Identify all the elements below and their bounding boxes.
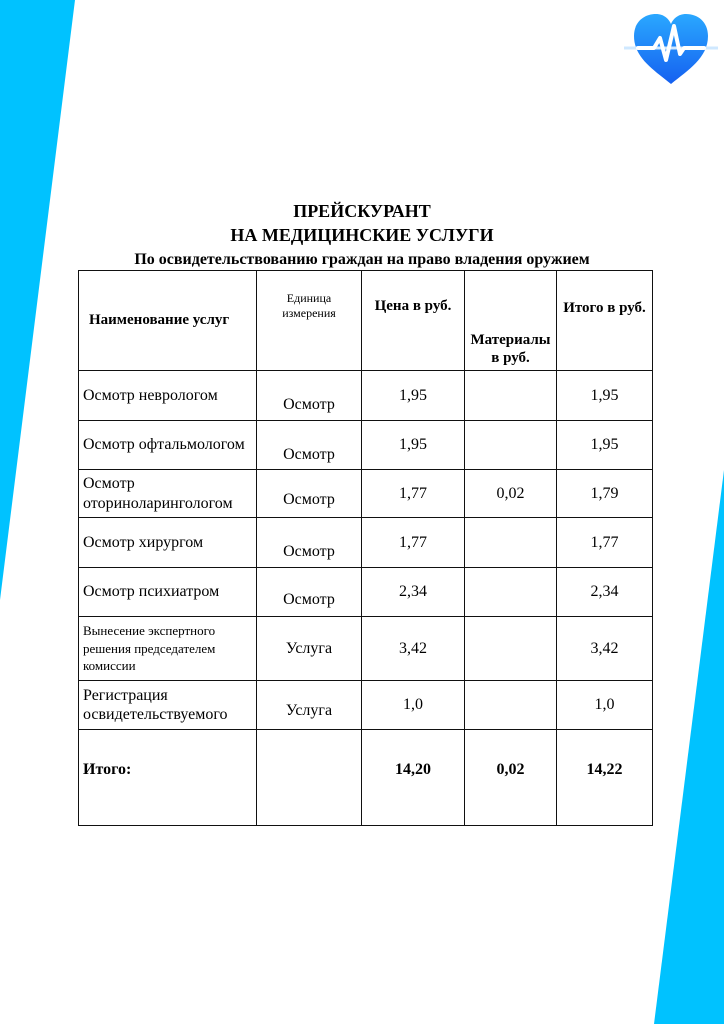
heart-pulse-icon <box>624 8 718 88</box>
row-unit: Услуга <box>257 681 362 730</box>
table-total-row <box>79 730 653 826</box>
table-row <box>79 568 653 617</box>
total-sum: 14,22 <box>557 730 653 826</box>
row-unit: Услуга <box>257 617 362 681</box>
table-row <box>79 421 653 470</box>
table-row <box>79 518 653 568</box>
row-name: Осмотр оториноларингологом <box>79 470 257 518</box>
row-price: 3,42 <box>362 617 465 681</box>
row-unit: Осмотр <box>257 518 362 568</box>
document-title: ПРЕЙСКУРАНТ <box>293 201 431 221</box>
header-materials: Материалы в руб. <box>465 271 557 371</box>
row-name: Осмотр психиатром <box>79 568 257 617</box>
row-price: 1,0 <box>362 681 465 730</box>
row-unit: Осмотр <box>257 470 362 518</box>
row-total: 1,79 <box>557 470 653 518</box>
document-subtitle: НА МЕДИЦИНСКИЕ УСЛУГИ <box>230 225 494 245</box>
row-materials <box>465 518 557 568</box>
total-materials: 0,02 <box>465 730 557 826</box>
table-header-row <box>79 271 653 371</box>
row-materials <box>465 681 557 730</box>
row-total: 1,95 <box>557 371 653 421</box>
row-materials <box>465 617 557 681</box>
row-total: 1,0 <box>557 681 653 730</box>
price-table <box>78 270 653 826</box>
total-unit-empty <box>257 730 362 826</box>
table-row <box>79 470 653 518</box>
row-price: 2,34 <box>362 568 465 617</box>
row-total: 3,42 <box>557 617 653 681</box>
row-unit: Осмотр <box>257 568 362 617</box>
row-name: Вынесение экспертного решения председателем комиссии <box>79 617 257 681</box>
header-price: Цена в руб. <box>362 271 465 371</box>
document-subtitle-2: По освидетельствованию граждан на право владения оружием <box>134 251 590 268</box>
row-total: 1,95 <box>557 421 653 470</box>
table-row <box>79 681 653 730</box>
header-unit: Единица измерения <box>257 271 362 371</box>
table-row <box>79 617 653 681</box>
header-total: Итого в руб. <box>557 271 653 371</box>
row-name: Осмотр хирургом <box>79 518 257 568</box>
header-name: Наименование услуг <box>79 271 257 371</box>
total-label: Итого: <box>79 730 257 826</box>
row-price: 1,77 <box>362 470 465 518</box>
row-unit: Осмотр <box>257 421 362 470</box>
row-total: 2,34 <box>557 568 653 617</box>
row-materials <box>465 371 557 421</box>
row-price: 1,95 <box>362 371 465 421</box>
row-materials: 0,02 <box>465 470 557 518</box>
row-materials <box>465 568 557 617</box>
row-price: 1,77 <box>362 518 465 568</box>
row-name: Осмотр офтальмологом <box>79 421 257 470</box>
total-price: 14,20 <box>362 730 465 826</box>
row-price: 1,95 <box>362 421 465 470</box>
row-name: Осмотр неврологом <box>79 371 257 421</box>
row-unit: Осмотр <box>257 371 362 421</box>
row-name: Регистрация освидетельствуемого <box>79 681 257 730</box>
table-row <box>79 371 653 421</box>
row-total: 1,77 <box>557 518 653 568</box>
row-materials <box>465 421 557 470</box>
